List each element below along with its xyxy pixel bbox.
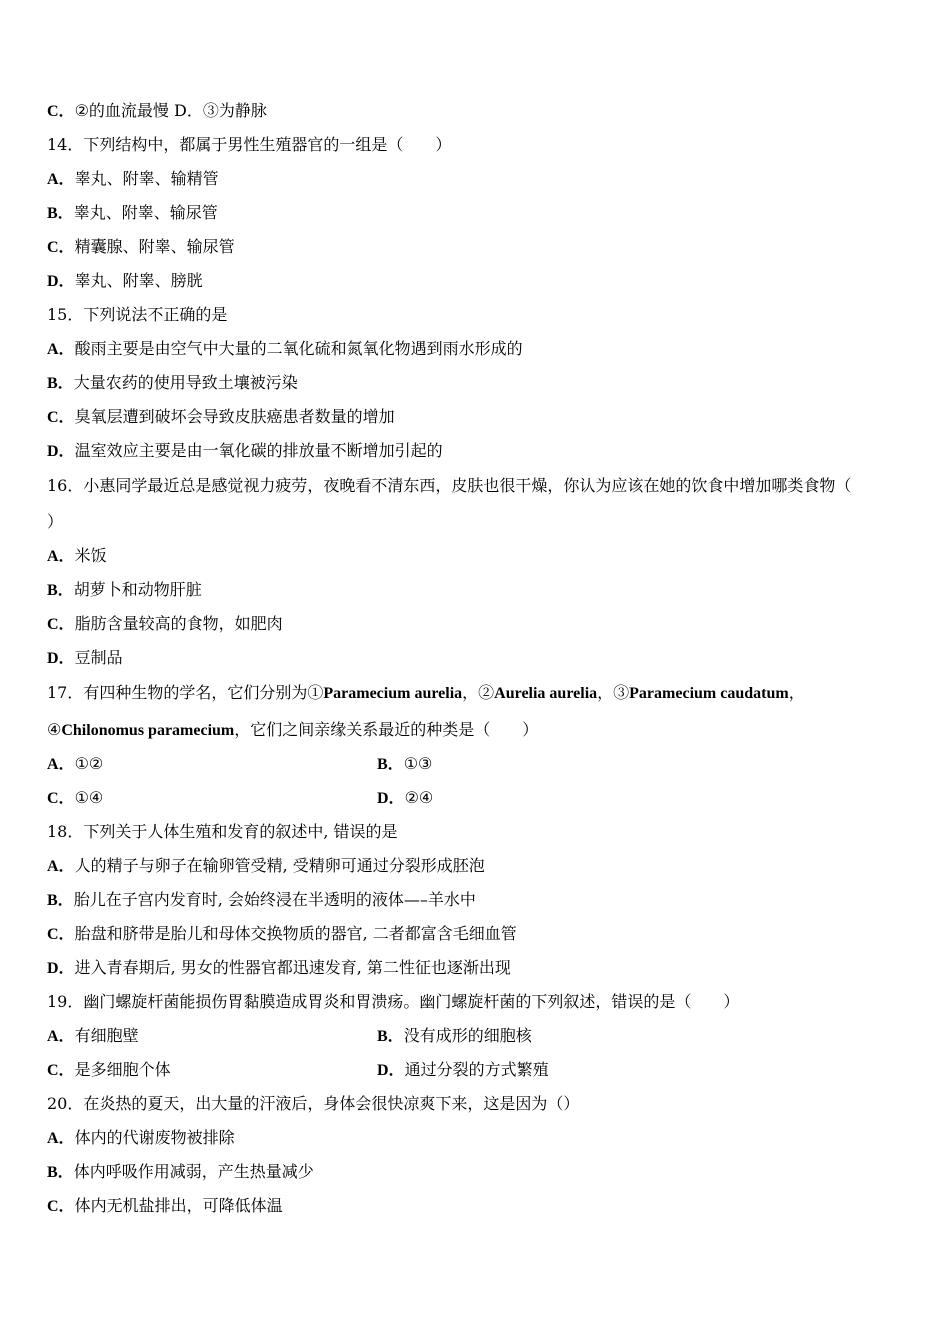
- option-text: 胎盘和脐带是胎儿和母体交换物质的器官, 二者都富含毛细血管: [74, 924, 517, 943]
- option-line: [47, 924, 517, 944]
- question-text: ，: [788, 683, 805, 702]
- option-line: [47, 958, 511, 978]
- species-name: Paramecium aurelia: [323, 685, 463, 702]
- option-text: ①②: [74, 754, 104, 773]
- option-text: 精囊腺、附睾、输尿管: [74, 237, 235, 256]
- option-text: 有细胞壁: [74, 1026, 139, 1045]
- question-16: [47, 476, 851, 496]
- option-text: 脂肪含量较高的食物，如肥肉: [74, 614, 283, 633]
- option-text: 通过分裂的方式繁殖: [404, 1060, 549, 1079]
- option-label: D．: [47, 650, 75, 667]
- question-text: ，③: [597, 683, 630, 702]
- option-label: A．: [47, 1028, 75, 1045]
- option-line: [47, 614, 283, 634]
- option-text: ①③: [403, 754, 433, 773]
- question-text: ，②: [462, 683, 495, 702]
- question-text: 18．下列关于人体生殖和发育的叙述中, 错误的是: [47, 822, 398, 841]
- question-text: 16．小惠同学最近总是感觉视力疲劳，夜晚看不清东西，皮肤也很干燥，你认为应该在她的饮食中增加哪类食物（: [47, 476, 852, 495]
- species-name: Chilonomus paramecium: [61, 722, 235, 739]
- option-line: [47, 890, 476, 910]
- option-label: C．: [47, 616, 75, 633]
- option-text: 米饭: [74, 546, 107, 565]
- option-text: 没有成形的细胞核: [403, 1026, 532, 1045]
- species-name: Aurelia aurelia: [494, 685, 598, 702]
- option-label: C．: [47, 926, 75, 943]
- question-20: [47, 1094, 579, 1114]
- option-label: C．: [47, 1198, 75, 1215]
- option-text: 胡萝卜和动物肝脏: [73, 580, 202, 599]
- option-line: [377, 1060, 549, 1080]
- option-line: [47, 856, 485, 876]
- option-text: 酸雨主要是由空气中大量的二氧化硫和氮氧化物遇到雨水形成的: [74, 339, 523, 358]
- question-14: [47, 135, 451, 155]
- option-text: ①④: [74, 788, 104, 807]
- option-label: D．: [377, 790, 405, 807]
- option-line: [377, 1026, 532, 1046]
- option-line: [47, 339, 523, 359]
- option-line: [47, 1196, 283, 1216]
- option-line: [47, 754, 103, 774]
- question-text: ）: [47, 512, 64, 531]
- option-label: D．: [47, 273, 75, 290]
- option-text: 温室效应主要是由一氧化碳的排放量不断增加引起的: [74, 441, 443, 460]
- question-15: [47, 305, 227, 325]
- option-line: [47, 169, 219, 189]
- option-text: 人的精子与卵子在输卵管受精, 受精卵可通过分裂形成胚泡: [74, 856, 485, 875]
- option-label: A．: [47, 756, 75, 773]
- option-label: C．: [47, 239, 75, 256]
- option-text: 睾丸、附睾、膀胱: [74, 271, 203, 290]
- option-label: C．: [47, 409, 75, 426]
- option-label: B．: [47, 375, 74, 392]
- option-label: A．: [47, 548, 75, 565]
- option-label: A．: [47, 341, 75, 358]
- question-text: ，它们之间亲缘关系最近的种类是（ ）: [234, 720, 539, 739]
- question-17: [47, 683, 805, 703]
- option-line: [47, 1128, 235, 1148]
- option-label: D．: [377, 1062, 405, 1079]
- option-text: 臭氧层遭到破坏会导致皮肤癌患者数量的增加: [74, 407, 395, 426]
- option-label: C．: [47, 790, 75, 807]
- option-label: B．: [47, 1164, 74, 1181]
- option-label: D．: [47, 960, 75, 977]
- species-name: Paramecium caudatum: [629, 685, 789, 702]
- option-text: 胎儿在子宫内发育时, 会始终浸在半透明的液体—–羊水中: [73, 890, 476, 909]
- option-text: ②的血流最慢 D．③为静脉: [74, 101, 267, 120]
- question-text: 17．有四种生物的学名，它们分别为①: [47, 683, 324, 702]
- option-text: 睾丸、附睾、输精管: [74, 169, 219, 188]
- option-line: [47, 271, 203, 291]
- question-text: 14．下列结构中，都属于男性生殖器官的一组是（ ）: [47, 135, 452, 154]
- option-line: [47, 1060, 171, 1080]
- option-text: ②④: [404, 788, 434, 807]
- option-label: C．: [47, 103, 75, 120]
- question-text: ④: [47, 720, 62, 739]
- option-label: A．: [47, 858, 75, 875]
- option-text: 体内无机盐排出，可降低体温: [74, 1196, 283, 1215]
- option-text: 进入青春期后, 男女的性器官都迅速发育, 第二性征也逐渐出现: [74, 958, 511, 977]
- option-line: [47, 203, 218, 223]
- option-text: 大量农药的使用导致土壤被污染: [73, 373, 298, 392]
- option-line: [47, 788, 103, 808]
- question-16-continued: [47, 512, 63, 532]
- option-label: B．: [47, 582, 74, 599]
- option-text: 是多细胞个体: [74, 1060, 171, 1079]
- question-19: [47, 992, 739, 1012]
- option-line: [377, 788, 433, 808]
- option-line: [377, 754, 432, 774]
- option-line: [47, 1026, 139, 1046]
- option-line: [47, 441, 443, 461]
- question-18: [47, 822, 398, 842]
- option-line: [47, 546, 107, 566]
- option-line: [47, 237, 235, 257]
- option-text: 体内呼吸作用减弱，产生热量减少: [73, 1162, 314, 1181]
- option-line: [47, 1162, 314, 1182]
- question-17-continued: [47, 720, 538, 740]
- question-text: 20．在炎热的夏天，出大量的汗液后，身体会很快凉爽下来，这是因为（）: [47, 1094, 580, 1113]
- option-line: [47, 373, 298, 393]
- option-label: C．: [47, 1062, 75, 1079]
- option-line: [47, 407, 395, 427]
- option-label: A．: [47, 171, 75, 188]
- option-label: B．: [377, 756, 404, 773]
- option-line: [47, 580, 202, 600]
- option-label: D．: [47, 443, 75, 460]
- option-label: B．: [47, 892, 74, 909]
- option-line: [47, 101, 267, 121]
- option-label: A．: [47, 1130, 75, 1147]
- option-label: B．: [377, 1028, 404, 1045]
- question-text: 15．下列说法不正确的是: [47, 305, 228, 324]
- option-line: [47, 648, 123, 668]
- option-text: 睾丸、附睾、输尿管: [73, 203, 218, 222]
- question-text: 19．幽门螺旋杆菌能损伤胃黏膜造成胃炎和胃溃疡。幽门螺旋杆菌的下列叙述，错误的是（ ）: [47, 992, 740, 1011]
- option-text: 体内的代谢废物被排除: [74, 1128, 235, 1147]
- option-label: B．: [47, 205, 74, 222]
- option-text: 豆制品: [74, 648, 123, 667]
